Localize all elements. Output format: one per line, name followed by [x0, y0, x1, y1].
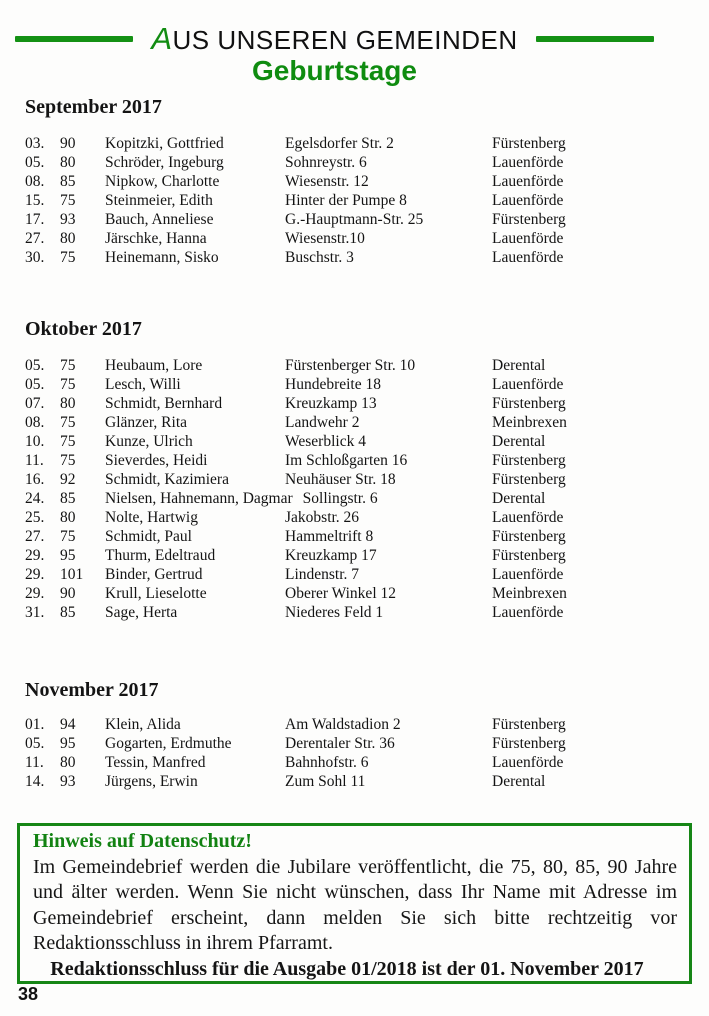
birthday-street: Landwehr 2	[285, 414, 360, 431]
birthday-name: Nielsen, Hahnemann, Dagmar	[105, 490, 293, 507]
birthday-name: Gogarten, Erdmuthe	[105, 735, 232, 752]
birthday-day: 27.	[25, 230, 45, 247]
birthday-street: Derentaler Str. 36	[285, 735, 395, 752]
birthday-rows	[0, 134, 709, 267]
table-row	[25, 172, 709, 191]
page-number: 38	[18, 984, 39, 1004]
birthday-day: 03.	[25, 135, 45, 152]
birthday-street: Im Schloßgarten 16	[285, 452, 408, 469]
birthday-town: Lauenförde	[492, 754, 564, 771]
birthday-street: Sollingstr. 6	[302, 490, 378, 507]
birthday-day: 17.	[25, 211, 45, 228]
privacy-notice-title: Hinweis auf Datenschutz!	[33, 830, 252, 852]
birthday-town: Fürstenberg	[492, 716, 566, 733]
birthday-section	[0, 679, 709, 791]
table-row	[25, 153, 709, 172]
birthday-name: Sieverdes, Heidi	[105, 452, 208, 469]
birthday-town: Fürstenberg	[492, 452, 566, 469]
birthday-day: 08.	[25, 173, 45, 190]
birthday-street: Neuhäuser Str. 18	[285, 471, 396, 488]
table-row	[25, 527, 709, 546]
birthday-age: 101	[60, 566, 84, 583]
birthday-age: 75	[60, 414, 76, 431]
birthday-age: 75	[60, 452, 76, 469]
birthday-day: 27.	[25, 528, 45, 545]
birthday-town: Lauenförde	[492, 376, 564, 393]
table-row	[25, 546, 709, 565]
birthday-age: 80	[60, 509, 76, 526]
birthday-name: Kopitzki, Gottfried	[105, 135, 224, 152]
birthday-name: Glänzer, Rita	[105, 414, 188, 431]
table-row	[25, 432, 709, 451]
masthead	[0, 22, 709, 56]
birthday-town: Fürstenberg	[492, 547, 566, 564]
birthday-town: Derental	[492, 773, 546, 790]
page-title	[151, 22, 517, 57]
birthday-name: Schmidt, Bernhard	[105, 395, 223, 412]
birthday-town: Fürstenberg	[492, 211, 566, 228]
table-row	[25, 715, 709, 734]
section-title: September 2017	[25, 96, 162, 118]
birthday-age: 80	[60, 754, 76, 771]
birthday-day: 29.	[25, 547, 45, 564]
table-row	[25, 191, 709, 210]
birthday-town: Lauenförde	[492, 604, 564, 621]
table-row	[25, 356, 709, 375]
birthday-street: Niederes Feld 1	[285, 604, 384, 621]
birthday-name: Thurm, Edeltraud	[105, 547, 216, 564]
birthday-age: 90	[60, 585, 76, 602]
birthday-street: Wiesenstr. 12	[285, 173, 369, 190]
birthday-section	[0, 318, 709, 622]
birthday-street: Bahnhofstr. 6	[285, 754, 369, 771]
birthday-day: 16.	[25, 471, 45, 488]
birthday-name: Järschke, Hanna	[105, 230, 207, 247]
birthday-town: Derental	[492, 357, 546, 374]
birthday-street: Zum Sohl 11	[285, 773, 366, 790]
table-row	[25, 375, 709, 394]
birthday-name: Schmidt, Kazimiera	[105, 471, 229, 488]
table-row	[25, 248, 709, 267]
birthday-day: 11.	[25, 754, 44, 771]
birthday-day: 05.	[25, 376, 45, 393]
birthday-age: 75	[60, 528, 76, 545]
birthday-name: Nipkow, Charlotte	[105, 173, 220, 190]
birthday-age: 95	[60, 735, 76, 752]
birthday-day: 08.	[25, 414, 45, 431]
birthday-age: 80	[60, 395, 76, 412]
birthday-town: Lauenförde	[492, 509, 564, 526]
birthday-street: Egelsdorfer Str. 2	[285, 135, 394, 152]
birthday-street: Hinter der Pumpe 8	[285, 192, 407, 209]
newsletter-page	[0, 22, 709, 1016]
birthday-day: 07.	[25, 395, 45, 412]
birthday-town: Lauenförde	[492, 566, 564, 583]
birthday-street: Weserblick 4	[285, 433, 366, 450]
birthday-day: 29.	[25, 585, 45, 602]
birthday-town: Meinbrexen	[492, 585, 567, 602]
birthday-day: 05.	[25, 154, 45, 171]
birthday-age: 75	[60, 357, 76, 374]
birthday-town: Lauenförde	[492, 154, 564, 171]
birthday-age: 90	[60, 135, 76, 152]
birthday-age: 75	[60, 433, 76, 450]
table-row	[25, 603, 709, 622]
table-row	[25, 489, 709, 508]
birthday-day: 29.	[25, 566, 45, 583]
page-title-initial: A	[151, 20, 173, 56]
birthday-street: Hundebreite 18	[285, 376, 381, 393]
header-rule-right	[536, 36, 654, 42]
birthday-name: Jürgens, Erwin	[105, 773, 198, 790]
birthday-sections	[0, 96, 709, 791]
birthday-street: Buschstr. 3	[285, 249, 354, 266]
table-row	[25, 210, 709, 229]
birthday-day: 31.	[25, 604, 45, 621]
birthday-day: 05.	[25, 735, 45, 752]
birthday-name: Krull, Lieselotte	[105, 585, 207, 602]
birthday-age: 80	[60, 154, 76, 171]
table-row	[25, 508, 709, 527]
privacy-notice-box	[17, 823, 692, 984]
birthday-town: Fürstenberg	[492, 735, 566, 752]
birthday-day: 24.	[25, 490, 45, 507]
birthday-age: 93	[60, 773, 76, 790]
birthday-name: Schmidt, Paul	[105, 528, 192, 545]
table-row	[25, 772, 709, 791]
birthday-day: 01.	[25, 716, 45, 733]
birthday-name: Binder, Gertrud	[105, 566, 203, 583]
birthday-name: Sage, Herta	[105, 604, 178, 621]
birthday-street: Lindenstr. 7	[285, 566, 360, 583]
birthday-age: 85	[60, 490, 76, 507]
table-row	[25, 134, 709, 153]
birthday-name: Tessin, Manfred	[105, 754, 206, 771]
birthday-name: Klein, Alida	[105, 716, 181, 733]
birthday-day: 30.	[25, 249, 45, 266]
header-rule-left	[15, 36, 133, 42]
birthday-street: Hammeltrift 8	[285, 528, 374, 545]
birthday-name: Bauch, Anneliese	[105, 211, 214, 228]
birthday-day: 05.	[25, 357, 45, 374]
birthday-section	[0, 96, 709, 267]
birthday-town: Fürstenberg	[492, 528, 566, 545]
table-row	[25, 734, 709, 753]
table-row	[25, 565, 709, 584]
birthday-town: Lauenförde	[492, 173, 564, 190]
deadline-note: Redaktionsschluss für die Ausgabe 01/2018 ist der 01. November 2017	[50, 957, 644, 980]
birthday-age: 80	[60, 230, 76, 247]
page-subtitle: Geburtstage	[252, 55, 417, 86]
birthday-town: Derental	[492, 490, 546, 507]
table-row	[25, 394, 709, 413]
birthday-street: G.-Hauptmann-Str. 25	[285, 211, 424, 228]
birthday-age: 92	[60, 471, 76, 488]
birthday-street: Kreuzkamp 13	[285, 395, 377, 412]
table-row	[25, 413, 709, 432]
table-row	[25, 584, 709, 603]
birthday-age: 75	[60, 376, 76, 393]
table-row	[25, 470, 709, 489]
birthday-rows	[0, 356, 709, 622]
section-title: November 2017	[25, 679, 159, 701]
birthday-street: Jakobstr. 26	[285, 509, 360, 526]
birthday-day: 15.	[25, 192, 45, 209]
birthday-name: Heubaum, Lore	[105, 357, 203, 374]
birthday-age: 85	[60, 173, 76, 190]
birthday-town: Fürstenberg	[492, 471, 566, 488]
birthday-name: Steinmeier, Edith	[105, 192, 213, 209]
birthday-street: Kreuzkamp 17	[285, 547, 377, 564]
birthday-age: 75	[60, 192, 76, 209]
birthday-day: 10.	[25, 433, 45, 450]
birthday-age: 75	[60, 249, 76, 266]
birthday-town: Derental	[492, 433, 546, 450]
birthday-name: Kunze, Ulrich	[105, 433, 193, 450]
table-row	[25, 753, 709, 772]
birthday-age: 95	[60, 547, 76, 564]
birthday-town: Fürstenberg	[492, 135, 566, 152]
birthday-age: 85	[60, 604, 76, 621]
table-row	[25, 451, 709, 470]
birthday-town: Lauenförde	[492, 249, 564, 266]
birthday-rows	[0, 715, 709, 791]
privacy-notice-body: Im Gemeindebrief werden die Jubilare veröffentlicht, die 75, 80, 85, 90 Jahre und älter werden. Wenn Sie nicht wünschen, dass Ihr Name mit Adresse im Gemeindebrief erscheint, dann melden Sie sich bitte rechtzeitig vor Redaktionsschluss in ihrem Pfarramt.	[33, 855, 677, 954]
birthday-day: 25.	[25, 509, 45, 526]
birthday-street: Am Waldstadion 2	[285, 716, 401, 733]
page-title-rest: US UNSEREN GEMEINDEN	[172, 24, 518, 55]
birthday-name: Lesch, Willi	[105, 376, 181, 393]
birthday-age: 94	[60, 716, 76, 733]
birthday-day: 11.	[25, 452, 44, 469]
birthday-town: Lauenförde	[492, 230, 564, 247]
table-row	[25, 229, 709, 248]
birthday-street: Sohnreystr. 6	[285, 154, 367, 171]
birthday-street: Oberer Winkel 12	[285, 585, 396, 602]
birthday-day: 14.	[25, 773, 45, 790]
section-title: Oktober 2017	[25, 318, 142, 340]
birthday-age: 93	[60, 211, 76, 228]
birthday-street: Fürstenberger Str. 10	[285, 357, 416, 374]
birthday-name: Nolte, Hartwig	[105, 509, 198, 526]
birthday-name: Schröder, Ingeburg	[105, 154, 224, 171]
birthday-name: Heinemann, Sisko	[105, 249, 219, 266]
birthday-street: Wiesenstr.10	[285, 230, 365, 247]
birthday-town: Meinbrexen	[492, 414, 567, 431]
birthday-town: Lauenförde	[492, 192, 564, 209]
birthday-town: Fürstenberg	[492, 395, 566, 412]
